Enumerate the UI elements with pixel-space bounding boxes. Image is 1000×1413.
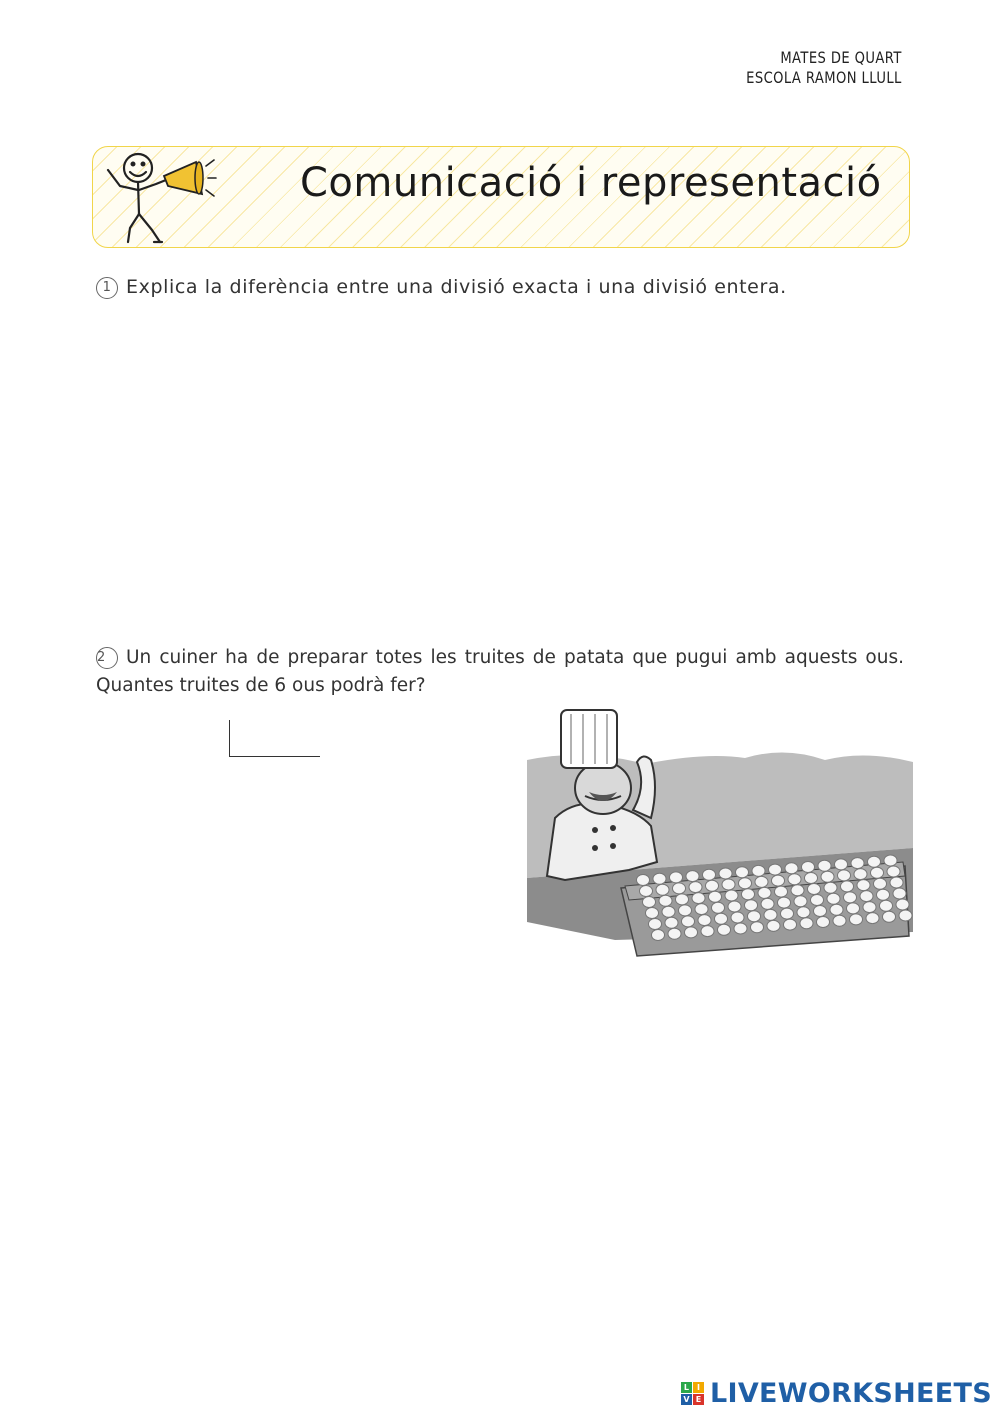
egg [659, 895, 672, 906]
egg [719, 868, 732, 879]
question-1 [96, 276, 787, 299]
egg [893, 888, 906, 899]
egg [769, 864, 782, 875]
liveworksheets-brand [681, 1378, 992, 1409]
egg [670, 872, 683, 883]
egg [863, 902, 876, 913]
egg [794, 896, 807, 907]
egg [734, 923, 747, 934]
egg [676, 894, 689, 905]
egg [851, 858, 864, 869]
egg [656, 884, 669, 895]
egg [698, 915, 711, 926]
egg [808, 884, 821, 895]
liveworksheets-logo-icon: L I V E [681, 1382, 704, 1405]
egg [896, 899, 909, 910]
egg [784, 919, 797, 930]
egg [781, 908, 794, 919]
egg [847, 903, 860, 914]
egg [778, 897, 791, 908]
egg [679, 905, 692, 916]
egg [835, 859, 848, 870]
egg [785, 863, 798, 874]
egg [767, 920, 780, 931]
egg [748, 911, 761, 922]
egg [797, 907, 810, 918]
egg [736, 867, 749, 878]
egg [668, 928, 681, 939]
egg [833, 915, 846, 926]
egg [728, 901, 741, 912]
egg [883, 911, 896, 922]
egg [646, 908, 659, 919]
egg [637, 875, 650, 886]
egg [701, 926, 714, 937]
egg [841, 881, 854, 892]
egg [725, 890, 738, 901]
egg [722, 879, 735, 890]
egg [871, 867, 884, 878]
egg [731, 912, 744, 923]
egg [758, 887, 771, 898]
egg [788, 874, 801, 885]
egg [817, 917, 830, 928]
egg [772, 875, 785, 886]
egg [877, 889, 890, 900]
question-1-text: Explica la diferència entre una divisió exacta i una divisió entera. [126, 276, 787, 298]
question-number-badge: 1 [96, 277, 118, 299]
egg [739, 878, 752, 889]
egg [755, 876, 768, 887]
egg [844, 892, 857, 903]
egg [703, 869, 716, 880]
egg [854, 869, 867, 880]
egg [857, 880, 870, 891]
egg [838, 870, 851, 881]
egg [866, 913, 879, 924]
egg [649, 919, 662, 930]
egg [827, 893, 840, 904]
egg [884, 855, 897, 866]
egg [751, 922, 764, 933]
chef-eggs-illustration [525, 700, 915, 970]
egg [685, 927, 698, 938]
egg [830, 904, 843, 915]
egg [689, 882, 702, 893]
egg [860, 891, 873, 902]
brand-name: LIVEWORKSHEETS [709, 1378, 992, 1409]
egg [662, 906, 675, 917]
egg [752, 865, 765, 876]
megaphone-stickman-icon [98, 150, 218, 250]
egg [682, 916, 695, 927]
egg [814, 906, 827, 917]
banner-title: Comunicació i representació [300, 160, 882, 206]
egg [887, 866, 900, 877]
egg [761, 898, 774, 909]
egg [718, 924, 731, 935]
egg [652, 930, 665, 941]
division-bracket [229, 720, 320, 757]
egg [692, 893, 705, 904]
egg [695, 904, 708, 915]
egg [712, 902, 725, 913]
school-name: ESCOLA RAMON LLULL [746, 68, 902, 87]
question-2-text: Un cuiner ha de preparar totes les truites de patata que pugui amb aquests ous. Quantes truites de 6 ous podrà fer? [96, 647, 904, 696]
school-header [746, 48, 902, 88]
egg [824, 882, 837, 893]
egg [899, 910, 912, 921]
egg [805, 873, 818, 884]
egg [742, 889, 755, 900]
course-name: MATES DE QUART [780, 48, 902, 67]
egg [800, 918, 813, 929]
egg [745, 900, 758, 911]
egg [715, 913, 728, 924]
egg [890, 877, 903, 888]
egg [709, 891, 722, 902]
egg [665, 917, 678, 928]
egg [791, 885, 804, 896]
egg [764, 909, 777, 920]
egg [850, 914, 863, 925]
egg [874, 878, 887, 889]
egg [811, 895, 824, 906]
egg [643, 897, 656, 908]
question-number-badge: 2 [96, 647, 118, 669]
egg [880, 900, 893, 911]
egg [802, 862, 815, 873]
egg [775, 886, 788, 897]
question-2 [96, 644, 904, 700]
egg [653, 873, 666, 884]
egg [821, 871, 834, 882]
egg [673, 883, 686, 894]
egg [868, 856, 881, 867]
egg [686, 871, 699, 882]
egg [818, 860, 831, 871]
egg [640, 886, 653, 897]
egg [706, 880, 719, 891]
